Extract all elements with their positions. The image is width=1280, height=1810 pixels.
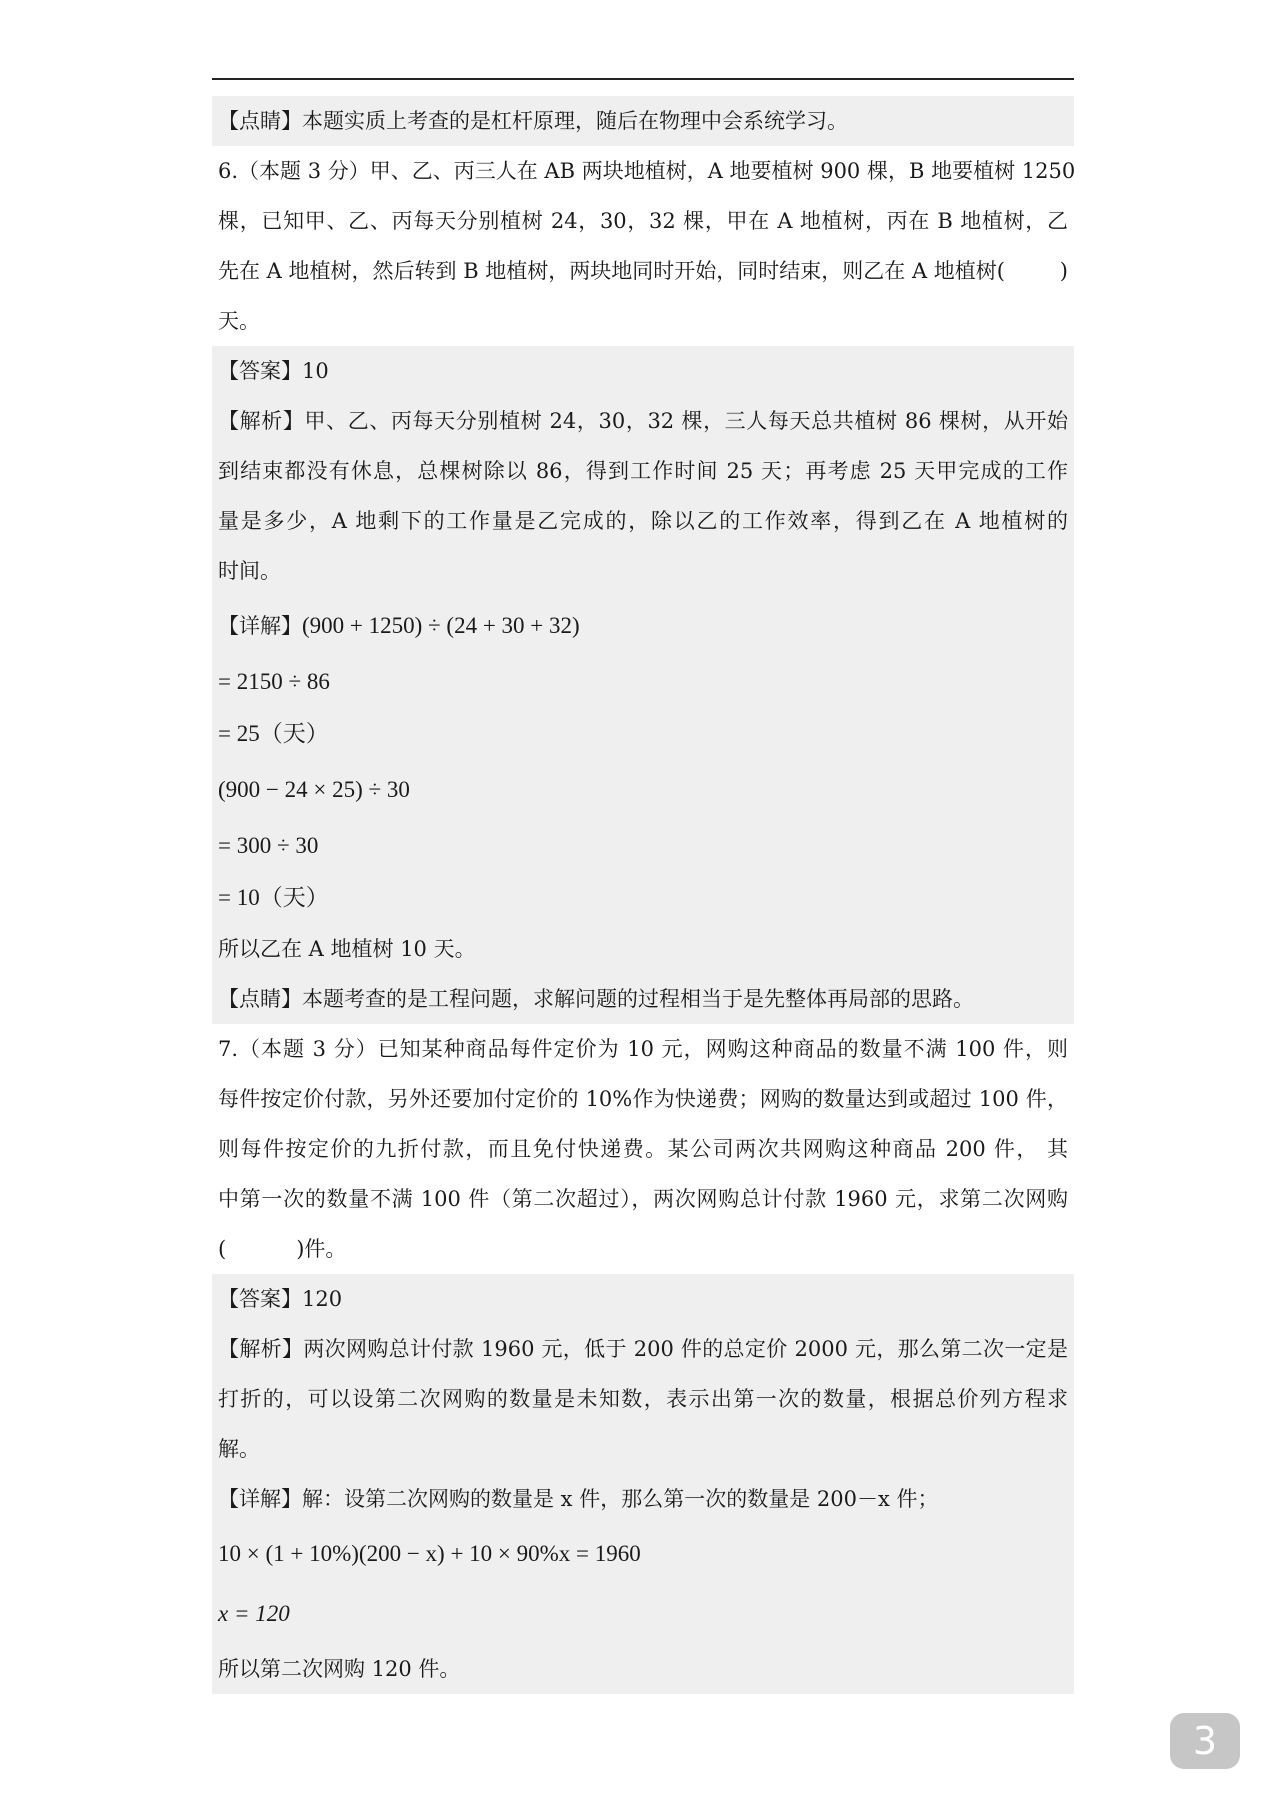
math-expression: = 25（天） [218,721,329,746]
q6-line-2: 棵，已知甲、乙、丙每天分别植树 24，30，32 棵，甲在 A 地植树，丙在 B 地植树，乙 [218,209,1068,233]
page-number-badge: 3 [1170,1713,1240,1769]
math-expression: = 300 ÷ 30 [218,833,319,858]
answer-label: 【答案】 [218,1287,302,1311]
tip-text: 本题实质上考查的是杠杆原理，随后在物理中会系统学习。 [302,109,848,133]
math-expression: = 10（天） [218,885,329,910]
q6-detail-line-5 [212,820,1074,872]
tip-label: 【点睛】 [218,987,302,1011]
q7-detail-intro [212,1474,1074,1524]
q6-line-1: 6.（本题 3 分）甲、乙、丙三人在 AB 两块地植树，A 地要植树 900 棵，B 地要植树 1250 [218,159,1076,183]
q6-line-3-text: 先在 A 地植树，然后转到 B 地植树，两块地同时开始，同时结束，则乙在 A 地植树( [218,259,1006,283]
q7-solution-block [212,1274,1074,1694]
q6-detail-line-4 [212,760,1074,820]
header-rule [212,78,1074,80]
detail-label: 【详解】 [218,614,302,638]
answer-label: 【答案】 [218,359,302,383]
q6-detail-line-1 [212,596,1074,656]
q6-detail-line-6 [212,872,1074,924]
analysis-label: 【解析】 [218,1337,304,1361]
math-equation: 10 × (1 + 10%)(200 − x) + 10 × 90%x = 1960 [218,1541,641,1566]
q7-analysis-line-3: 解。 [218,1437,260,1461]
q7-analysis-line-1 [212,1324,1074,1374]
q6-solution-block [212,346,1074,1024]
answer-value: 10 [302,359,329,383]
q7-answer [212,1274,1074,1324]
q7-analysis-line-2: 打折的，可以设第二次网购的数量是未知数，表示出第一次的数量，根据总价列方程求 [218,1387,1068,1411]
q6-line-3 [212,246,1074,296]
detail-intro-text: 解：设第二次网购的数量是 x 件，那么第一次的数量是 200－x 件； [302,1487,939,1511]
q7-line-4: 中第一次的数量不满 100 件（第二次超过），两次网购总计付款 1960 元，求第二次网购 [218,1187,1068,1211]
q6-detail-line-3 [212,708,1074,760]
q7-line-2: 每件按定价付款，另外还要加付定价的 10%作为快递费；网购的数量达到或超过 100 件， [218,1087,1068,1111]
q6-detail-line-2 [212,656,1074,708]
math-expression: (900 + 1250) ÷ (24 + 30 + 32) [302,613,580,638]
q7-blank-tail: )件。 [296,1237,347,1261]
q5-tip-block [212,96,1074,146]
analysis-label: 【解析】 [218,409,305,433]
q7-line-3: 则每件按定价的九折付款，而且免付快递费。某公司两次共网购这种商品 200 件， 其 [218,1137,1068,1161]
q7-detail-line-1 [212,1524,1074,1584]
analysis-text: 甲、乙、丙每天分别植树 24，30，32 棵，三人每天总共植树 86 棵树，从开始 [304,409,1068,433]
q7-detail-line-2 [212,1584,1074,1644]
q6-analysis-line-2: 到结束都没有休息，总棵树除以 86，得到工作时间 25 天；再考虑 25 天甲完成的工作 [218,459,1068,483]
q7-blank-open: ( [218,1237,227,1261]
math-equation: x = 120 [218,1601,290,1626]
tip-text: 本题考查的是工程问题，求解问题的过程相当于是先整体再局部的思路。 [302,987,974,1011]
q6-tip [212,974,1074,1024]
q6-line-4: 天。 [218,309,260,333]
q6-analysis-line-4: 时间。 [218,559,281,583]
q5-tip-line [212,96,1074,146]
math-expression: = 2150 ÷ 86 [218,669,330,694]
tip-label: 【点睛】 [218,109,302,133]
page-content [212,96,1074,1694]
q6-analysis-line-1 [212,396,1074,446]
q7-line-5 [212,1224,1074,1274]
q6-blank-close: ) [1059,259,1068,283]
answer-value: 120 [302,1287,343,1311]
q6-conclusion: 所以乙在 A 地植树 10 天。 [218,937,476,961]
q7-question [212,1024,1074,1274]
math-expression: (900 − 24 × 25) ÷ 30 [218,777,410,802]
q6-analysis-line-3: 量是多少，A 地剩下的工作量是乙完成的，除以乙的工作效率，得到乙在 A 地植树的 [218,509,1068,533]
q7-line-1: 7.（本题 3 分）已知某种商品每件定价为 10 元，网购这种商品的数量不满 100 件，则 [218,1037,1068,1061]
analysis-text: 两次网购总计付款 1960 元，低于 200 件的总定价 2000 元，那么第二次一定是 [303,1337,1069,1361]
q6-answer [212,346,1074,396]
q7-conclusion: 所以第二次网购 120 件。 [218,1657,461,1681]
detail-label: 【详解】 [218,1487,302,1511]
q6-question [212,146,1074,346]
